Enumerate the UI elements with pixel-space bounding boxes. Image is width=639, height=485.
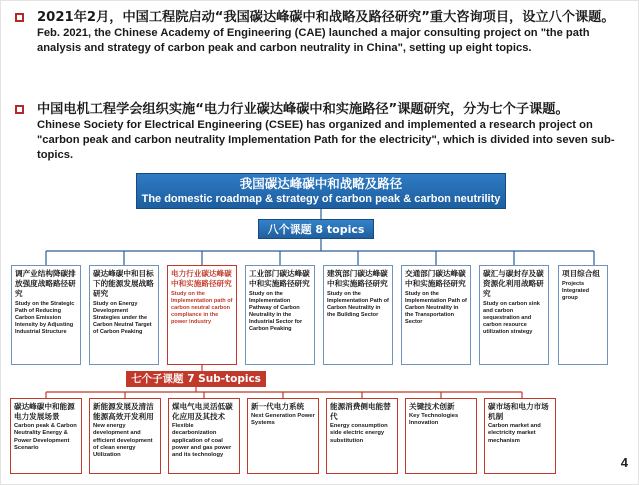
subtopic-cn: 能源消费侧电能替代: [330, 402, 391, 421]
topic-en: Study on the Implementation Path of Carbon Neutrality in the Building Sector: [327, 291, 389, 319]
topic-cn: 工业部门碳达峰碳中和实施路径研究: [249, 269, 310, 288]
topic-box: [401, 265, 471, 365]
topic-cn: 建筑部门碳达峰碳中和实施路径研究: [327, 269, 388, 288]
bullet-cae: [15, 9, 627, 56]
subtopic-box: [484, 398, 556, 474]
project-diagram: [6, 167, 610, 483]
topic-box: [11, 265, 81, 365]
topic-cn: 电力行业碳达峰碳中和实施路径研究: [171, 269, 232, 288]
page-number: 4: [620, 455, 628, 470]
roadmap-title-en: The domestic roadmap & strategy of carbon peak & carbon neutrility: [141, 193, 501, 205]
bullet-csee-en: Chinese Society for Electrical Engineering (CSEE) has organized and implemented a research project on "carbon peak and carbon neutrality Implementation Path for the electricity", which is divided into seven sub-topics.: [37, 119, 615, 161]
roadmap-title-cn: 我国碳达峰碳中和战略及路径: [239, 176, 403, 191]
topic-en: Study on Energy Development Strategies under the Carbon Neutral Target of Carbon Peaking: [93, 301, 152, 336]
bullet-cae-cn: 2021年2月，中国工程院启动“我国碳达峰碳中和战略及路径研究”重大咨询项目，设立八个课题。: [37, 10, 615, 25]
bullet-cae-en: Feb. 2021, the Chinese Academy of Engineering (CAE) launched a major consulting project on "the path analysis and strategy of carbon peak and carbon neutrality in China", setting up eight topics.: [37, 27, 590, 54]
subtopic-cn: 碳市场和电力市场机制: [488, 402, 549, 421]
roadmap-title-box: [136, 173, 506, 209]
subtopic-box: [168, 398, 240, 474]
subtopic-cn: 关键技术创新: [409, 402, 455, 411]
subtopic-box: [326, 398, 398, 474]
subtopic-en: Carbon peak & Carbon Neutrality Energy & Power Development Scenario: [14, 423, 77, 451]
subtopic-en: Key Technologies Innovation: [409, 413, 459, 427]
bullet-square-icon: [15, 13, 24, 22]
subtopic-en: Carbon market and electricity market mechanism: [488, 423, 541, 444]
topic-box: [558, 265, 608, 365]
topic-cn: 碳汇与碳封存及碳资源化利用战略研究: [483, 269, 544, 298]
subtopic-cn: 新一代电力系统: [251, 402, 305, 411]
topic-en: Study on carbon sink and carbon sequestration and carbon resource utilization strategy: [483, 301, 540, 336]
topic-box: [323, 265, 393, 365]
topic-cn: 项目综合组: [562, 269, 600, 278]
topic-en: Projects Integrated group: [562, 281, 590, 302]
topic-cn: 交通部门碳达峰碳中和实施路径研究: [405, 269, 466, 288]
topic-en: Study on the Implementation Path of Carbon Neutrality in the Transportation Sector: [405, 291, 467, 326]
topics-header: 八个课题 8 topics: [258, 219, 374, 239]
subtopic-box: [405, 398, 477, 474]
topic-en: Study on the Implementation path of carbon neutral carbon compliance in the power industry: [171, 291, 233, 326]
subtopic-cn: 碳达峰碳中和能源电力发展场景: [14, 402, 75, 421]
subtopic-cn: 煤电气电灵活低碳化应用及其技术: [172, 402, 233, 421]
bullet-csee: [15, 101, 627, 163]
topic-en: Study on the Implementation Pathway of Carbon Neutrality in the Industrial Sector for Carbon Peaking: [249, 291, 303, 333]
bullet-csee-cn: 中国电机工程学会组织实施“电力行业碳达峰碳中和实施路径”课题研究，分为七个子课题。: [37, 102, 569, 117]
subtopic-cn: 新能源发展及清洁能源高效开发利用: [93, 402, 154, 421]
bullet-square-icon: [15, 105, 24, 114]
subtopic-en: Next Generation Power Systems: [251, 413, 315, 427]
subtopic-box: [10, 398, 82, 474]
topic-en: Study on the Strategic Path of Reducing Carbon Emission Intensity by Adjusting Industrial Structure: [15, 301, 75, 336]
topic-cn: 调产业结构降碳排放强度战略路径研究: [15, 269, 76, 298]
topic-box: [89, 265, 159, 365]
subtopic-en: Flexible decarbonization application of coal power and gas power and its technology: [172, 423, 232, 459]
subtopic-en: Energy consumption side electric energy substitution: [330, 423, 388, 444]
subtopic-en: New energy development and efficient development of clean energy Utilization: [93, 423, 153, 459]
subtopic-box: [89, 398, 161, 474]
topic-cn: 碳达峰碳中和目标下的能源发展战略研究: [93, 269, 154, 298]
subtopic-box: [247, 398, 319, 474]
topic-box: [245, 265, 315, 365]
topic-box-highlighted: [167, 265, 237, 365]
topic-box: [479, 265, 549, 365]
subtopics-header: 七个子课题 7 Sub-topics: [126, 371, 266, 387]
